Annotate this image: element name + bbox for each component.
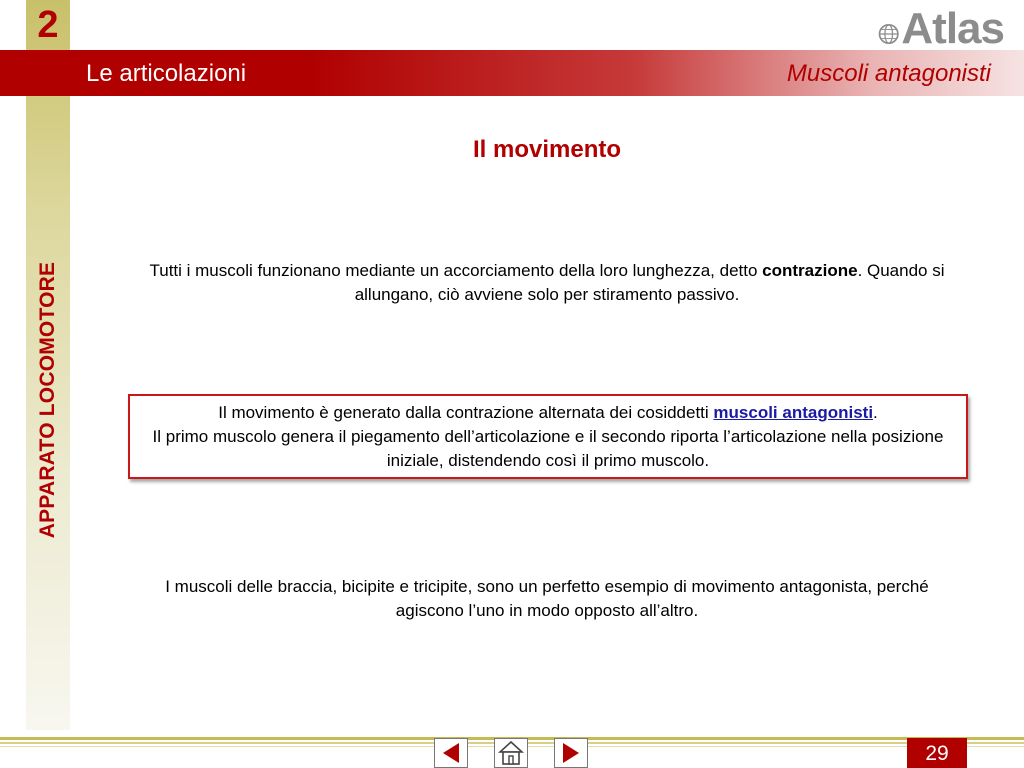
atlas-logo	[878, 6, 1004, 52]
header-subtitle: Muscoli antagonisti	[786, 60, 991, 87]
box-line-2: Il primo muscolo genera il piegamento dell’articolazione e il secondo riporta l’articolazione nella posizione iniziale, distendendo così il primo muscolo.	[152, 427, 944, 470]
box-text-start: Il movimento è generato dalla contrazione alternata dei cosiddetti	[218, 403, 714, 422]
previous-button[interactable]	[434, 738, 468, 768]
box-line-1	[140, 401, 956, 425]
intro-bold-term: contrazione	[762, 261, 858, 280]
logo-text: Atlas	[901, 4, 1004, 53]
chapter-number: 2	[37, 4, 59, 46]
intro-text-end: . Quando si allungano, ciò avviene solo per stiramento passivo.	[354, 261, 945, 304]
intro-paragraph	[130, 259, 964, 307]
triangle-right-icon	[559, 741, 583, 765]
globe-icon	[878, 20, 899, 48]
home-icon	[498, 740, 524, 766]
page-title: Il movimento	[472, 136, 622, 163]
header-title: Le articolazioni	[86, 60, 247, 87]
triangle-left-icon	[439, 741, 463, 765]
highlight-box	[128, 394, 968, 479]
muscoli-antagonisti-link[interactable]: muscoli antagonisti	[713, 403, 874, 422]
next-button[interactable]	[554, 738, 588, 768]
box-text-end: .	[873, 403, 878, 422]
page-number: 29	[907, 738, 967, 768]
intro-text-start: Tutti i muscoli funzionano mediante un accorciamento della loro lunghezza, detto	[149, 261, 763, 280]
header-side-strip	[26, 50, 70, 96]
section-label: APPARATO LOCOMOTORE	[36, 261, 59, 539]
home-button[interactable]	[494, 738, 528, 768]
example-paragraph: I muscoli delle braccia, bicipite e tricipite, sono un perfetto esempio di movimento antagonista, perché agiscono l’uno in modo opposto all’altro.	[165, 577, 929, 620]
